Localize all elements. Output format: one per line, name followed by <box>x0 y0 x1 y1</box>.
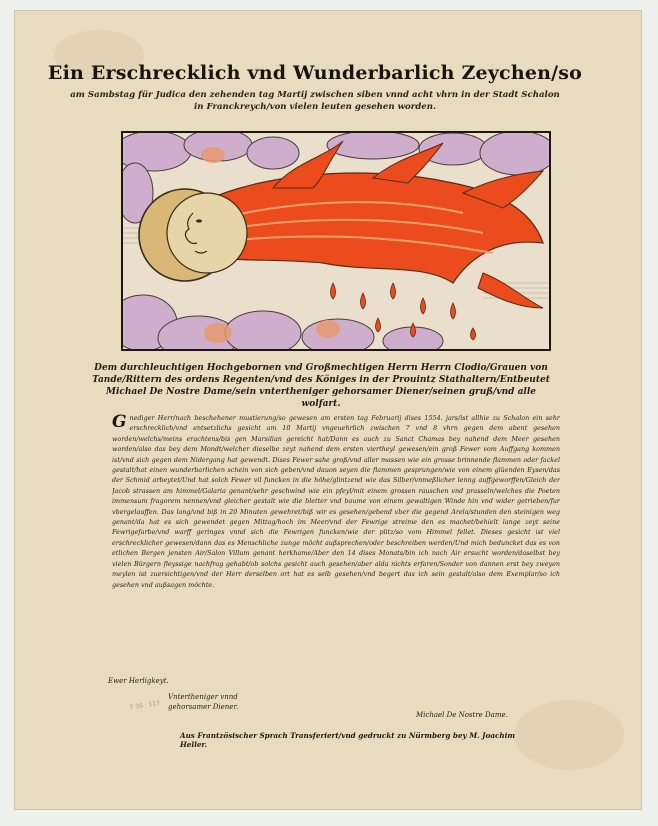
comet-woodcut-illustration <box>121 131 551 351</box>
page-subtitle: am Sambstag für Judica den zehenden tag Martij zwischen siben vnnd acht vhrn in der Stadt Schalon in Franckreych/von vielen leuten gesehen worden. <box>70 90 560 112</box>
dedication-heading: Dem durchleuchtigen Hochgebornen vnd Großmechtigen Herrn Herrn Clodio/Grauen von Tande/Rittern des ordens Regenten/vnd des Königes in der Prouintz Stathaltern/Entbeutet Michael De Nostre Dame/sein vntertheniger gehorsamer Diener/seinen gruß/vnd alle wolfart. <box>92 363 550 409</box>
pencil-annotation: F 36 · 117 <box>129 699 161 712</box>
letter-text: nediger Herr/nach beschehener mustierung/so gewesen am ersten tag Februarij dises 1554. jars/ist allhie zu Schalon ein sehr erschrecklich/vnd entsetzlichs gesicht am 10 Martij vngeuehrlich zwischen 7 vnd 8 vhrn gegen dem abent gesehen worden/welchs/meins erachtens/bis gen Marsilian gereicht hat/Dann es auch zu Sanct Chamas bey nahend dem Meer gesehen worden/also das bey dem Mondt/welcher dieselbe zeyt nahend dem ersten viertheyl gewesen/ein groß Fewer vom Auffgang kommen ist/vnd sich gegen dem Nidergang hat gewendt. Dises Fewer sahe groß/vnd aller massen wie ein grosse brinnende flammen oder fackel gestalt/hat einen wunderbarlichen schein von sich geben/vnd dauon seyen die flammen gesprungen/wie von einem glüenden Eysen/das der Schmid arbeytet/Und hat solch Fewer vil funcken in die höhe/glintzend wie das Silber/vnmeßlicher lenng auffgeworffen/Gleich der Jacob strassen am himmel/Galaria genant/sehr geschwind wie ein pfeyl/mit einem grossen rauschen vnd prasseln/welches die Poeten immensum fragorem nennen/vnd gleicher gestalt wie die bletter vnd baume von einem gewaltigen Winde hin vnd wider getrieben/fur vbergelauffen. Das lang/vnd biß in 20 Minuten gewehret/biß wir es gesehen/gebend vber die gegend Arela/stunden den steinigen weg genant/da hat es sich gewendet gegen Mittag/hoch im Meer/vnd der Fewrige streime den es machet/behielt lange zeyt seine Fewrigefarbe/vnd warff geringes vnnd sich die Fewrigen funcken/wie der plitz/so vom Himmel fellet. Dieses gesicht ist viel erschrecklicher gewesen/dann das es Menschliche zunge möcht außsprechen/oder beschreiben werden/Und mich beduncket das es von etlichen Bergen jensten Air/Salon Villum genant herkhame/Aber den 14 dises Monats/bin ich nach Air ersucht worden/daselbst bey vielen Bürgern fleyssige nachfrag gehabt/ob solchs gesicht auch gesehen/aber alda nichts erfaren/Sonder von dannen erst bey zweyen meylen ist zuersichtigen/vnd der Herr derselben ort hat es selb gesehen/vnd begert das ich sein gestalt/also dem Exemplar/so ich gesehen vnd außsagen möchte. <box>112 414 560 589</box>
servant-line: Vntertheniger vnnd <box>168 693 238 701</box>
comet-woodcut-svg <box>123 133 549 349</box>
letter-body <box>112 413 560 666</box>
servant-line: gehorsamer Diener. <box>168 703 239 711</box>
drop-cap: G <box>112 413 127 432</box>
servant-closing <box>168 692 278 712</box>
broadsheet-page <box>14 10 642 810</box>
page-title: Ein Erschrecklich vnd Wunderbarlich Zeychen/so <box>47 62 583 84</box>
printer-colophon: Aus Frantzösischer Sprach Transferiert/vnd gedruckt zu Nürmberg bey M. Joachim Heller. <box>180 731 515 749</box>
author-signature: Michael De Nostre Dame. <box>416 711 508 719</box>
closing-salutation: Ewer Herligkeyt. <box>108 677 169 685</box>
